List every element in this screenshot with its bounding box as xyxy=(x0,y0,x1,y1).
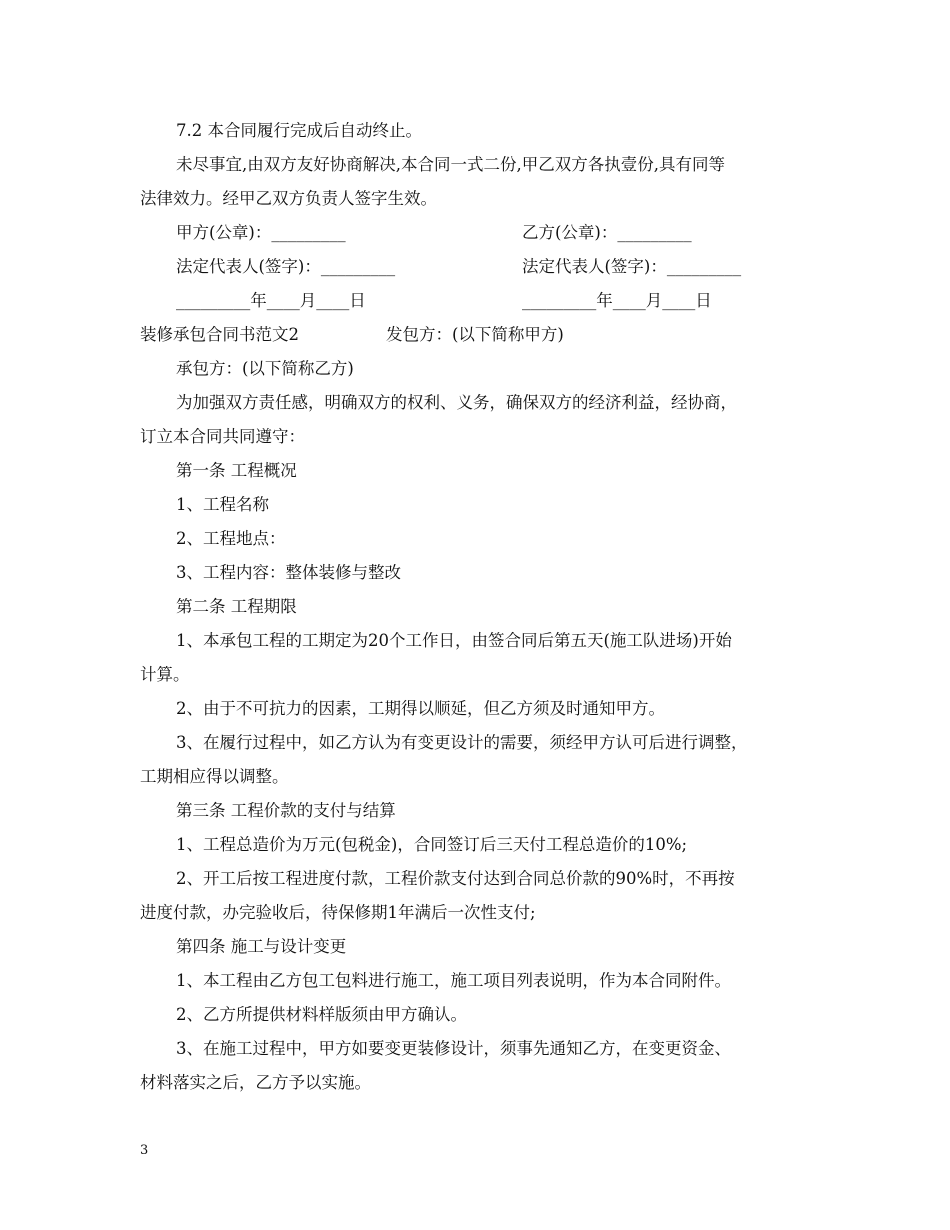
section-heading: 第三条 工程价款的支付与结算 xyxy=(176,801,396,820)
list-item: 2、乙方所提供材料样版须由甲方确认。 xyxy=(176,1005,467,1024)
section-heading: 第一条 工程概况 xyxy=(176,461,297,480)
section-heading: 第四条 施工与设计变更 xyxy=(176,937,347,956)
paragraph-line: 为加强双方责任感，明确双方的权利、义务，确保双方的经济利益，经协商， xyxy=(176,393,737,412)
party-a-representative: 法定代表人(签字)：_________ xyxy=(176,257,396,276)
list-item: 2、由于不可抗力的因素，工期得以顺延，但乙方须及时通知甲方。 xyxy=(176,699,665,718)
list-item: 1、工程总造价为万元(包税金)，合同签订后三天付工程总造价的10%; xyxy=(176,835,688,854)
paragraph-line: 订立本合同共同遵守： xyxy=(140,427,305,446)
party-b-date: _________年____月____日 xyxy=(522,291,712,310)
list-item: 2、开工后按工程进度付款，工程价款支付达到合同总价款的90%时，不再按 xyxy=(176,869,735,888)
document-title: 装修承包合同书范文2 xyxy=(140,325,299,344)
paragraph-line: 法律效力。经甲乙双方负责人签字生效。 xyxy=(140,189,437,208)
contractor-line: 承包方：(以下简称乙方) xyxy=(176,359,354,378)
clause-7-2: 7.2 本合同履行完成后自动终止。 xyxy=(176,121,422,140)
party-b-seal: 乙方(公章)：_________ xyxy=(522,223,692,242)
list-item: 1、工程名称 xyxy=(176,495,269,514)
list-item-continuation: 工期相应得以调整。 xyxy=(140,767,289,786)
page-number: 3 xyxy=(140,1143,149,1158)
list-item-continuation: 进度付款，办完验收后，待保修期1年满后一次性支付; xyxy=(140,903,536,922)
list-item-continuation: 材料落实之后，乙方予以实施。 xyxy=(140,1073,371,1092)
party-a-date: _________年____月____日 xyxy=(176,291,366,310)
party-a-seal: 甲方(公章)：_________ xyxy=(176,223,346,242)
list-item: 2、工程地点： xyxy=(176,529,286,548)
party-b-representative: 法定代表人(签字)：_________ xyxy=(522,257,742,276)
list-item: 1、本工程由乙方包工包料进行施工，施工项目列表说明，作为本合同附件。 xyxy=(176,971,731,990)
section-heading: 第二条 工程期限 xyxy=(176,597,297,616)
list-item: 3、在履行过程中，如乙方认为有变更设计的需要，须经甲方认可后进行调整， xyxy=(176,733,748,752)
list-item: 3、工程内容：整体装修与整改 xyxy=(176,563,401,582)
list-item: 1、本承包工程的工期定为20个工作日，由签合同后第五天(施工队进场)开始 xyxy=(176,631,732,650)
list-item-continuation: 计算。 xyxy=(140,665,190,684)
issuer-line: 发包方：(以下简称甲方) xyxy=(386,325,564,344)
paragraph-line: 未尽事宜,由双方友好协商解决,本合同一式二份,甲乙双方各执壹份,具有同等 xyxy=(176,155,725,174)
list-item: 3、在施工过程中，甲方如要变更装修设计，须事先通知乙方，在变更资金、 xyxy=(176,1039,731,1058)
